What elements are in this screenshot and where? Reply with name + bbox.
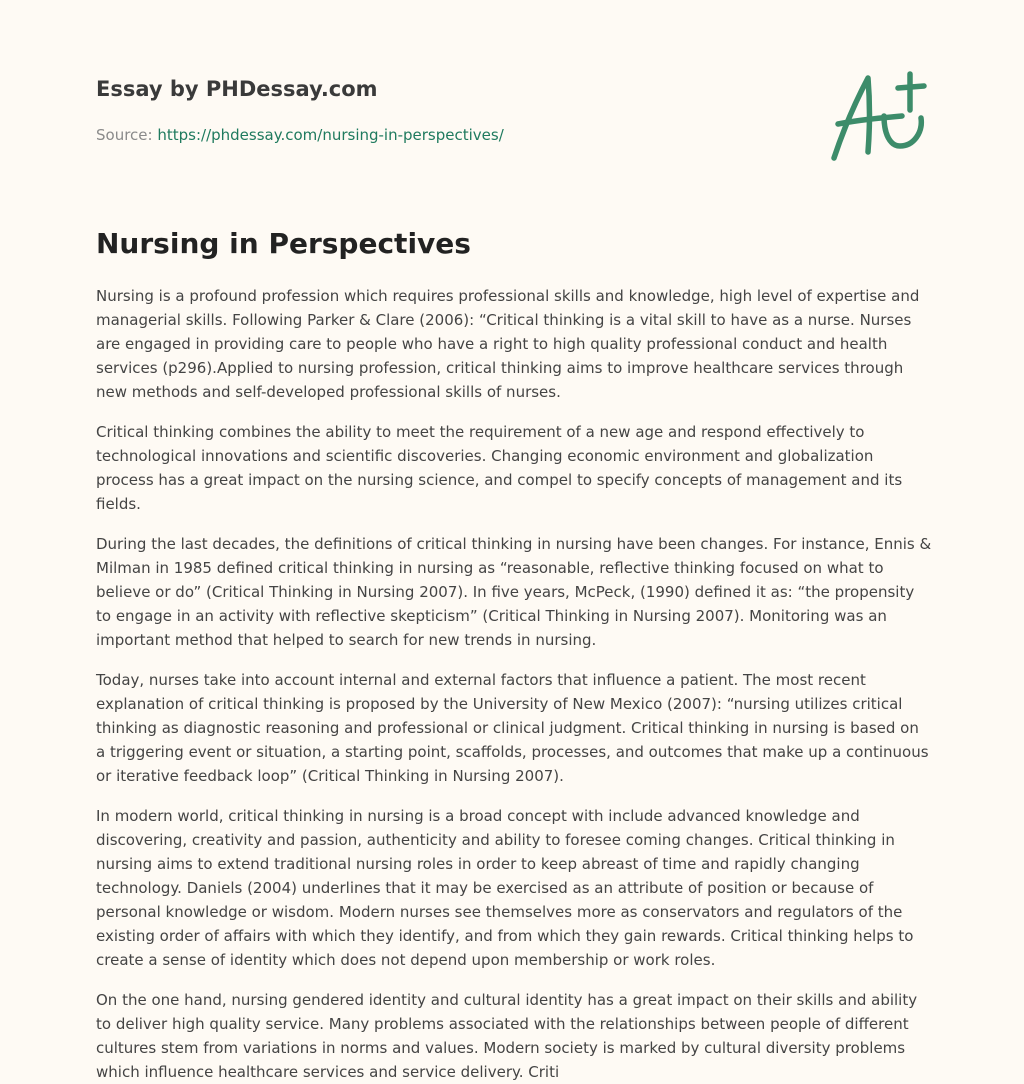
essay-body (96, 284, 932, 1081)
page-header (96, 74, 932, 174)
a-plus-logo-icon (828, 68, 932, 166)
site-title: Essay by PHDessay.com (96, 77, 378, 101)
essay-title: Nursing in Perspectives (96, 227, 471, 260)
source-link[interactable]: https://phdessay.com/nursing-in-perspectives/ (157, 126, 504, 144)
essay-paragraph: Critical thinking combines the ability to meet the requirement of a new age and respond effectively to technological innovations and scientific discoveries. Changing economic environment and globalization process has a great impact on the nursing science, and compel to specify concepts of management and its fields. (96, 423, 903, 513)
essay-paragraph: Today, nurses take into account internal and external factors that influence a patient. The most recent explanation of critical thinking is proposed by the University of New Mexico (2007): “nursing utilizes critical thinking as diagnostic reasoning and professional or clinical judgment. Critical thinking in nursing is based on a triggering event or situation, a starting point, scaffolds, processes, and outcomes that make up a continuous or iterative feedback loop” (Critical Thinking in Nursing 2007). (96, 671, 929, 785)
essay-paragraph: During the last decades, the definitions of critical thinking in nursing have been changes. For instance, Ennis & Milman in 1985 defined critical thinking in nursing as “reasonable, reflective thinking focused on what to believe or do” (Critical Thinking in Nursing 2007). In five years, McPeck, (1990) defined it as: “the propensity to engage in an activity with reflective skepticism” (Critical Thinking in Nursing 2007). Monitoring was an important method that helped to search for new trends in nursing. (96, 535, 932, 649)
essay-paragraph: In modern world, critical thinking in nursing is a broad concept with include advanced knowledge and discovering, creativity and passion, authenticity and ability to foresee coming changes. Critical thinking in nursing aims to extend traditional nursing roles in order to keep abreast of time and rapidly changing technology. Daniels (2004) underlines that it may be exercised as an attribute of position or because of personal knowledge or wisdom. Modern nurses see themselves more as conservators and regulators of the existing order of affairs with which they identify, and from which they gain rewards. Critical thinking helps to create a sense of identity which does not depend upon membership or work roles. (96, 807, 914, 969)
essay-paragraph: Nursing is a profound profession which requires professional skills and knowledge, high level of expertise and managerial skills. Following Parker & Clare (2006): “Critical thinking is a vital skill to have as a nurse. Nurses are engaged in providing care to people who have a right to high quality professional conduct and health services (p296).Applied to nursing profession, critical thinking aims to improve healthcare services through new methods and self-developed professional skills of nurses. (96, 287, 920, 401)
source-label: Source: (96, 126, 153, 144)
essay-paragraph: On the one hand, nursing gendered identity and cultural identity has a great impact on their skills and ability to deliver high quality service. Many problems associated with the relationships between people of different cultures stem from variations in norms and values. Modern society is marked by cultural diversity problems which influence healthcare services and service delivery. Criti (96, 991, 918, 1081)
essay-page (96, 0, 932, 1081)
source-line (96, 124, 932, 146)
